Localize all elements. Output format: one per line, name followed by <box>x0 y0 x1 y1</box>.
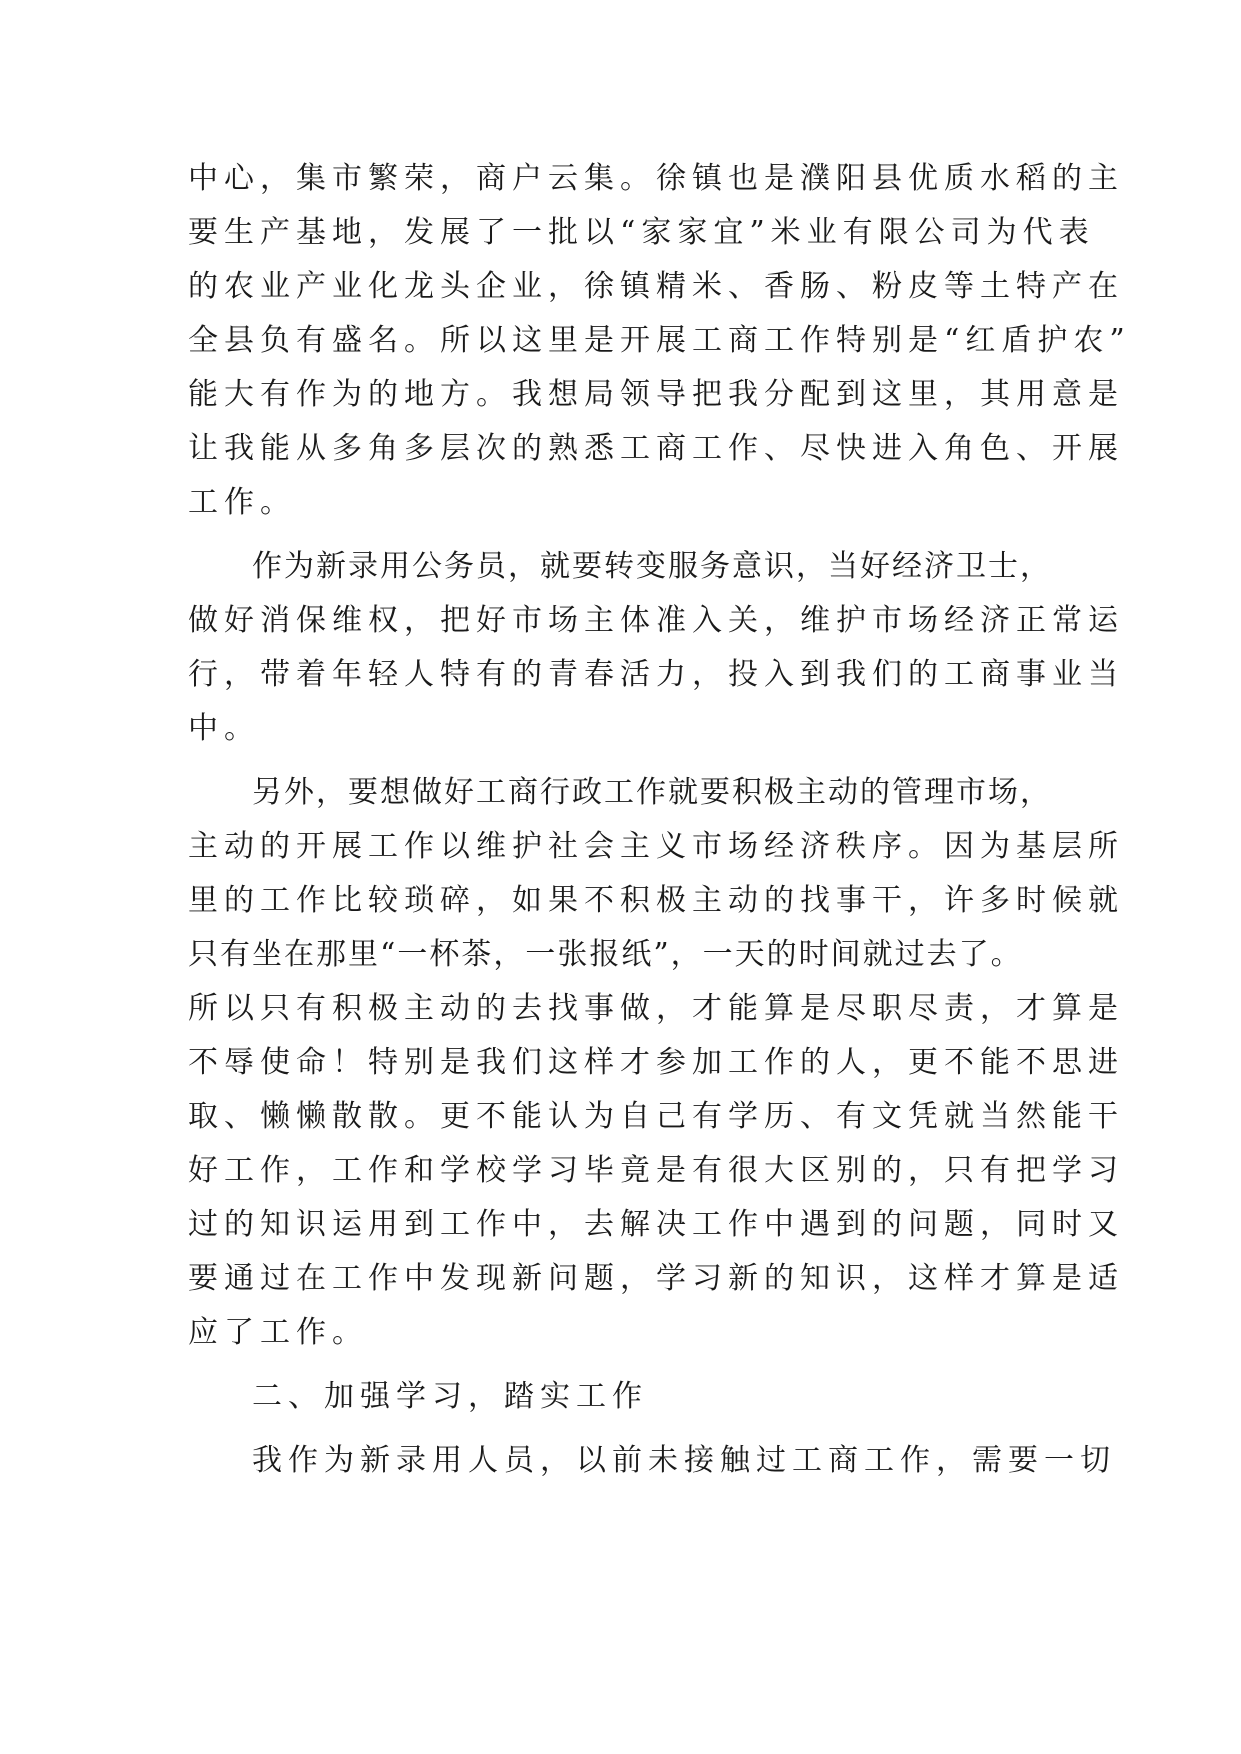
text-line: 让我能从多角多层次的熟悉工商工作、尽快进入角色、开展 <box>188 431 1124 466</box>
text-line: 要通过在工作中发现新问题，学习新的知识，这样才算是适 <box>188 1261 1124 1296</box>
text-line: 里的工作比较琐碎，如果不积极主动的找事干，许多时候就 <box>188 883 1124 918</box>
text-line: 要生产基地，发展了一批以“家家宜”米业有限公司为代表 <box>188 215 1095 250</box>
text-line: 全县负有盛名。所以这里是开展工商工作特别是“红盾护农” <box>188 323 1131 358</box>
text-line: 所以只有积极主动的去找事做，才能算是尽职尽责，才算是 <box>188 991 1124 1026</box>
text-line: 主动的开展工作以维护社会主义市场经济秩序。因为基层所 <box>188 829 1124 864</box>
text-line: 做好消保维权，把好市场主体准入关，维护市场经济正常运 <box>188 603 1124 638</box>
text-line: 过的知识运用到工作中，去解决工作中遇到的问题，同时又 <box>188 1207 1124 1242</box>
text-line: 不辱使命！特别是我们这样才参加工作的人，更不能不思进 <box>188 1045 1124 1080</box>
text-line: 的农业产业化龙头企业，徐镇精米、香肠、粉皮等土特产在 <box>188 269 1124 304</box>
paragraph-start-line: 作为新录用公务员，就要转变服务意识，当好经济卫士， <box>252 549 1052 584</box>
text-line: 只有坐在那里“一杯茶，一张报纸”，一天的时间就过去了。 <box>188 937 1023 972</box>
paragraph-start-line: 我作为新录用人员，以前未接触过工商工作，需要一切 <box>252 1443 1116 1478</box>
text-line: 好工作，工作和学校学习毕竟是有很大区别的，只有把学习 <box>188 1153 1124 1188</box>
text-line: 工作。 <box>188 485 296 520</box>
section-heading: 二、加强学习，踏实工作 <box>252 1379 648 1414</box>
text-line: 应了工作。 <box>188 1315 368 1350</box>
text-line: 中心，集市繁荣，商户云集。徐镇也是濮阳县优质水稻的主 <box>188 161 1124 196</box>
text-line: 中。 <box>188 711 260 746</box>
paragraph-start-line: 另外，要想做好工商行政工作就要积极主动的管理市场， <box>252 775 1052 810</box>
text-line: 取、懒懒散散。更不能认为自己有学历、有文凭就当然能干 <box>188 1099 1124 1134</box>
text-line: 能大有作为的地方。我想局领导把我分配到这里，其用意是 <box>188 377 1124 412</box>
text-line: 行，带着年轻人特有的青春活力，投入到我们的工商事业当 <box>188 657 1124 692</box>
